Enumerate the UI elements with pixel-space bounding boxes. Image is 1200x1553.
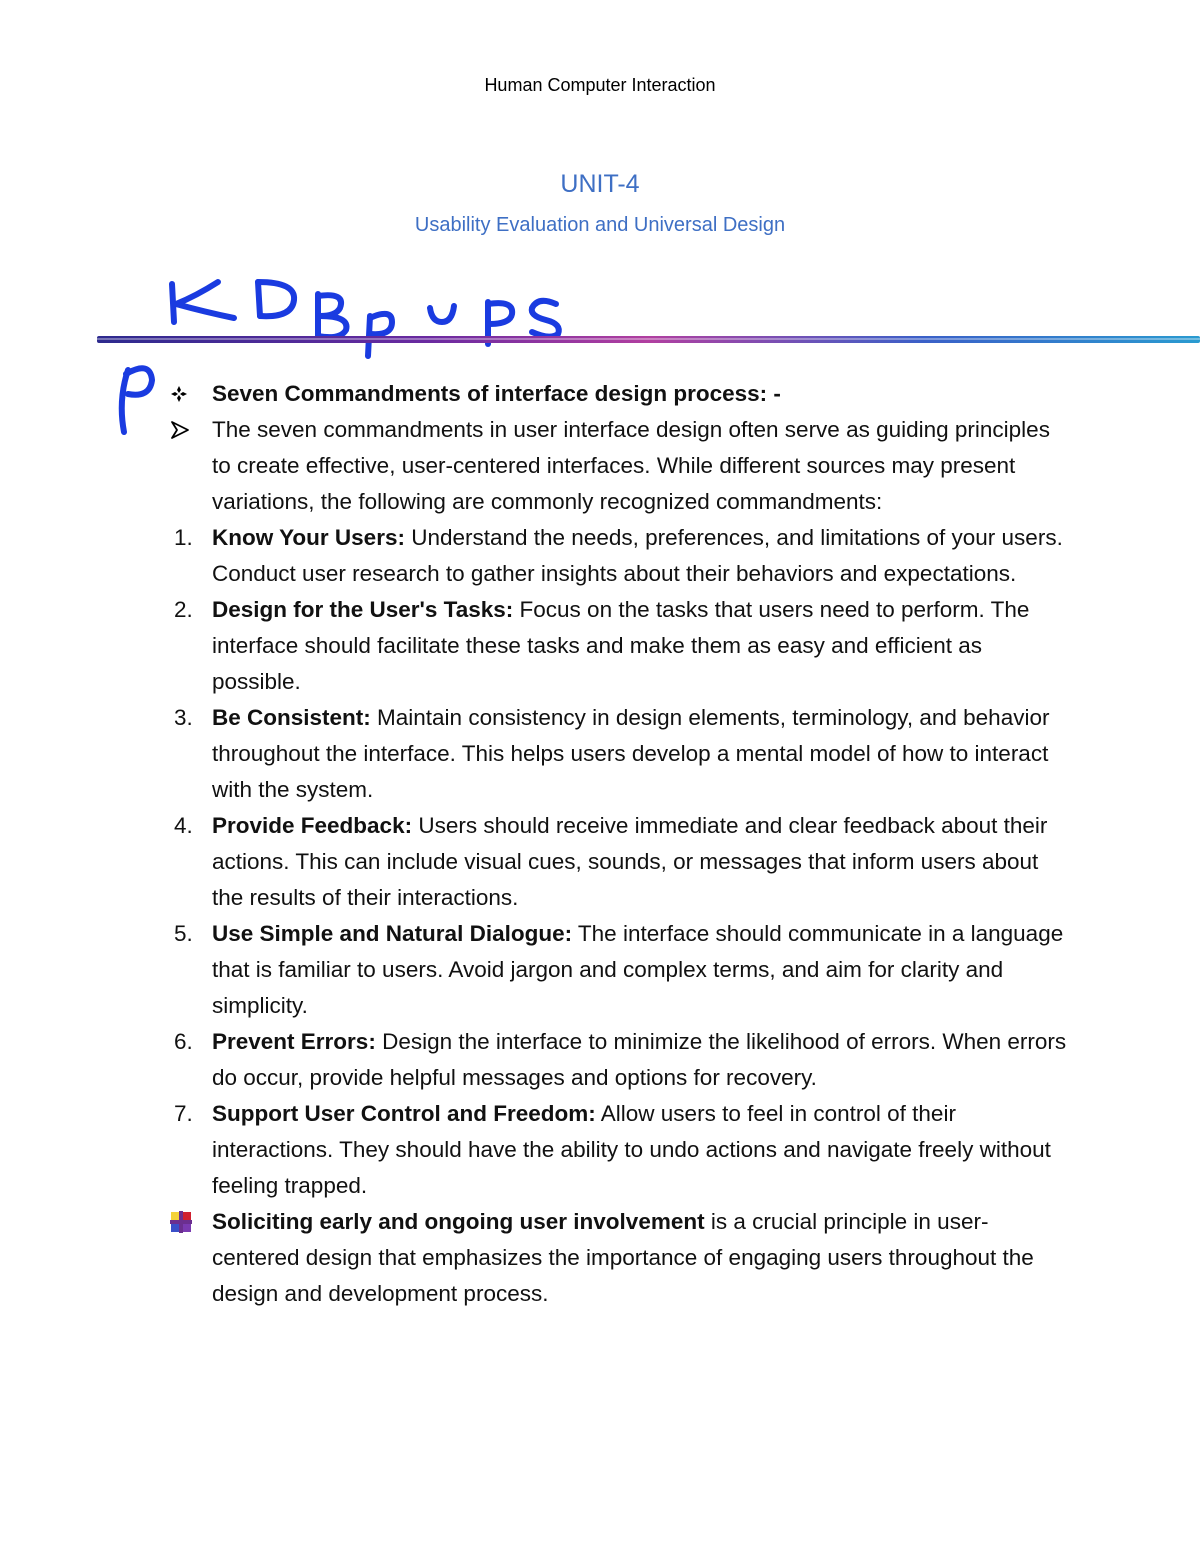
section-intro	[170, 412, 1070, 520]
list-number: 3.	[174, 705, 193, 730]
list-item	[170, 1024, 1070, 1096]
plus-square-icon	[170, 1204, 206, 1244]
commandment-term: Prevent Errors:	[212, 1029, 376, 1054]
closing-text: is a crucial principle in user-centered design that emphasizes the importance of engaging users throughout the design and development process.	[212, 1209, 1034, 1306]
list-number: 6.	[174, 1029, 193, 1054]
commandment-text: The interface should communicate in a language that is familiar to users. Avoid jargon and complex terms, and aim for clarity and simplicity.	[212, 921, 1064, 1018]
document-body	[170, 376, 1070, 1312]
commandment-term: Support User Control and Freedom:	[212, 1101, 596, 1126]
unit-title: UNIT-4	[560, 170, 640, 198]
commandment-term: Know Your Users:	[212, 525, 405, 550]
commandment-text: Maintain consistency in design elements, terminology, and behavior throughout the interface. This helps users develop a mental model of how to interact with the system.	[212, 705, 1050, 802]
running-header: Human Computer Interaction	[484, 75, 716, 95]
list-number: 5.	[174, 921, 193, 946]
diamond-four-icon	[170, 376, 206, 414]
list-item	[170, 592, 1070, 700]
commandments-list	[170, 520, 1070, 1204]
section-heading-text: Seven Commandments of interface design process: -	[212, 381, 781, 406]
list-item	[170, 1096, 1070, 1204]
section-intro-text: The seven commandments in user interface design often serve as guiding principles to create effective, user-centered interfaces. While different sources may present variations, the following are commonly recognized commandments:	[212, 417, 1050, 514]
closing-paragraph	[170, 1204, 1070, 1312]
list-item	[170, 916, 1070, 1024]
list-item	[170, 520, 1070, 592]
commandment-term: Use Simple and Natural Dialogue:	[212, 921, 573, 946]
commandment-term: Design for the User's Tasks:	[212, 597, 514, 622]
commandment-text: Allow users to feel in control of their interactions. They should have the ability to undo actions and navigate freely without feeling trapped.	[212, 1101, 1051, 1198]
commandment-term: Be Consistent:	[212, 705, 371, 730]
commandment-text: Focus on the tasks that users need to perform. The interface should facilitate these tasks and make them as easy and efficient as possible.	[212, 597, 1030, 694]
list-number: 1.	[174, 525, 193, 550]
arrowhead-icon	[170, 412, 206, 451]
commandment-text: Users should receive immediate and clear feedback about their actions. This can include visual cues, sounds, or messages that inform users about the results of their interactions.	[212, 813, 1048, 910]
commandment-text: Design the interface to minimize the likelihood of errors. When errors do occur, provide helpful messages and options for recovery.	[212, 1029, 1067, 1090]
commandment-text: Understand the needs, preferences, and limitations of your users. Conduct user research to gather insights about their behaviors and expectations.	[212, 525, 1063, 586]
decorative-divider	[97, 336, 1200, 343]
list-number: 4.	[174, 813, 193, 838]
commandment-term: Provide Feedback:	[212, 813, 413, 838]
list-item	[170, 808, 1070, 916]
closing-term: Soliciting early and ongoing user involvement	[212, 1209, 705, 1234]
section-heading	[170, 376, 1070, 412]
list-number: 7.	[174, 1101, 193, 1126]
unit-subtitle: Usability Evaluation and Universal Design	[414, 214, 786, 236]
list-number: 2.	[174, 597, 193, 622]
list-item	[170, 700, 1070, 808]
